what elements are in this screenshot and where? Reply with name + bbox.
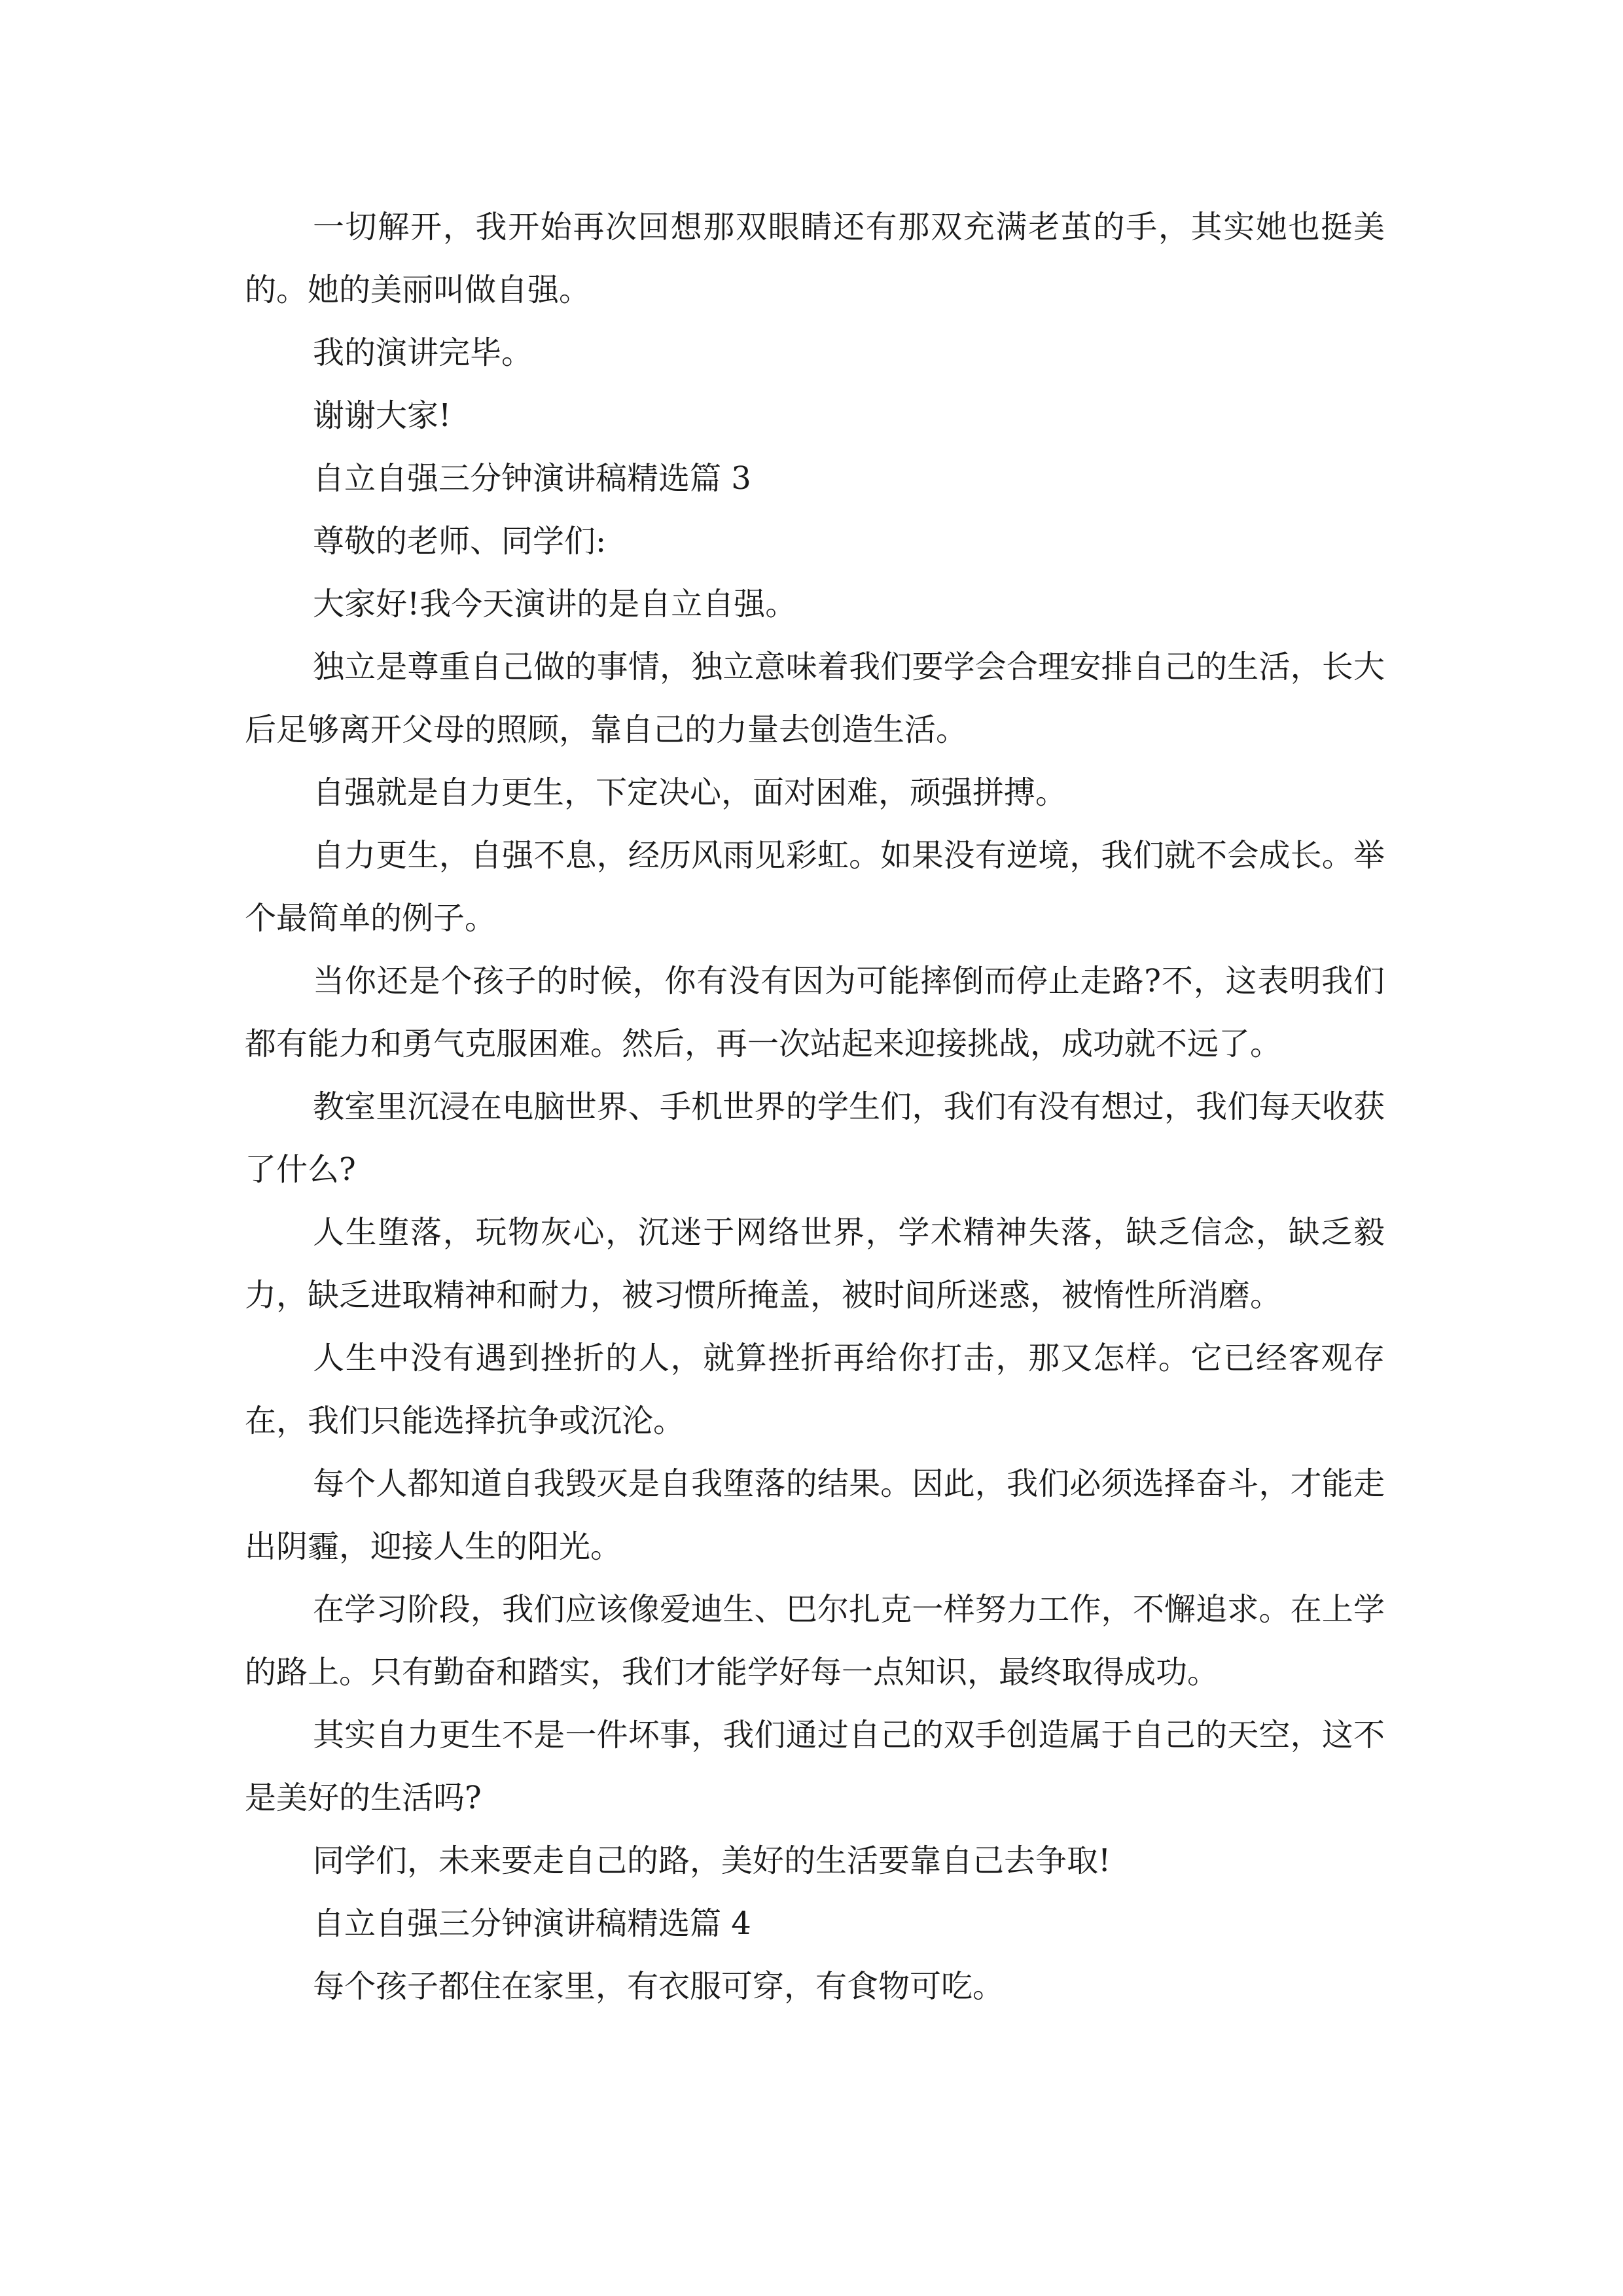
paragraph: 尊敬的老师、同学们:: [313, 523, 607, 560]
paragraph: 每个人都知道自我毁灭是自我堕落的结果。因此，我们必须选择奋斗，才能走出阴霾，迎接人生的阳光。: [245, 1465, 1385, 1565]
paragraph: 人生堕落，玩物灰心，沉迷于网络世界，学术精神失落，缺乏信念，缺乏毅力，缺乏进取精神和耐力，被习惯所掩盖，被时间所迷惑，被惰性所消磨。: [245, 1214, 1385, 1314]
section-heading: 自立自强三分钟演讲稿精选篇 4: [313, 1905, 751, 1942]
paragraph: 当你还是个孩子的时候，你有没有因为可能摔倒而停止走路?不，这表明我们都有能力和勇气克服困难。然后，再一次站起来迎接挑战，成功就不远了。: [245, 963, 1385, 1062]
paragraph: 一切解开，我开始再次回想那双眼睛还有那双充满老茧的手，其实她也挺美的。她的美丽叫做自强。: [245, 209, 1385, 308]
section-heading: 自立自强三分钟演讲稿精选篇 3: [313, 460, 751, 497]
paragraph: 自力更生，自强不息，经历风雨见彩虹。如果没有逆境，我们就不会成长。举个最简单的例子。: [245, 837, 1385, 937]
paragraph: 教室里沉浸在电脑世界、手机世界的学生们，我们有没有想过，我们每天收获了什么?: [245, 1088, 1385, 1188]
paragraph: 独立是尊重自己做的事情，独立意味着我们要学会合理安排自己的生活，长大后足够离开父母的照顾，靠自己的力量去创造生活。: [245, 649, 1385, 748]
paragraph: 谢谢大家!: [313, 397, 452, 434]
paragraph: 同学们，未来要走自己的路，美好的生活要靠自己去争取!: [313, 1842, 1111, 1879]
paragraph: 其实自力更生不是一件坏事，我们通过自己的双手创造属于自己的天空，这不是美好的生活吗?: [245, 1717, 1385, 1816]
paragraph: 我的演讲完毕。: [313, 334, 533, 371]
paragraph: 每个孩子都住在家里，有衣服可穿，有食物可吃。: [313, 1968, 1005, 2005]
document-body: [245, 196, 1385, 2018]
paragraph: 在学习阶段，我们应该像爱迪生、巴尔扎克一样努力工作，不懈追求。在上学的路上。只有勤奋和踏实，我们才能学好每一点知识，最终取得成功。: [245, 1591, 1385, 1691]
paragraph: 大家好!我今天演讲的是自立自强。: [313, 586, 797, 622]
paragraph: 自强就是自力更生，下定决心，面对困难，顽强拼搏。: [313, 774, 1067, 811]
paragraph: 人生中没有遇到挫折的人，就算挫折再给你打击，那又怎样。它已经客观存在，我们只能选择抗争或沉沦。: [245, 1340, 1385, 1439]
